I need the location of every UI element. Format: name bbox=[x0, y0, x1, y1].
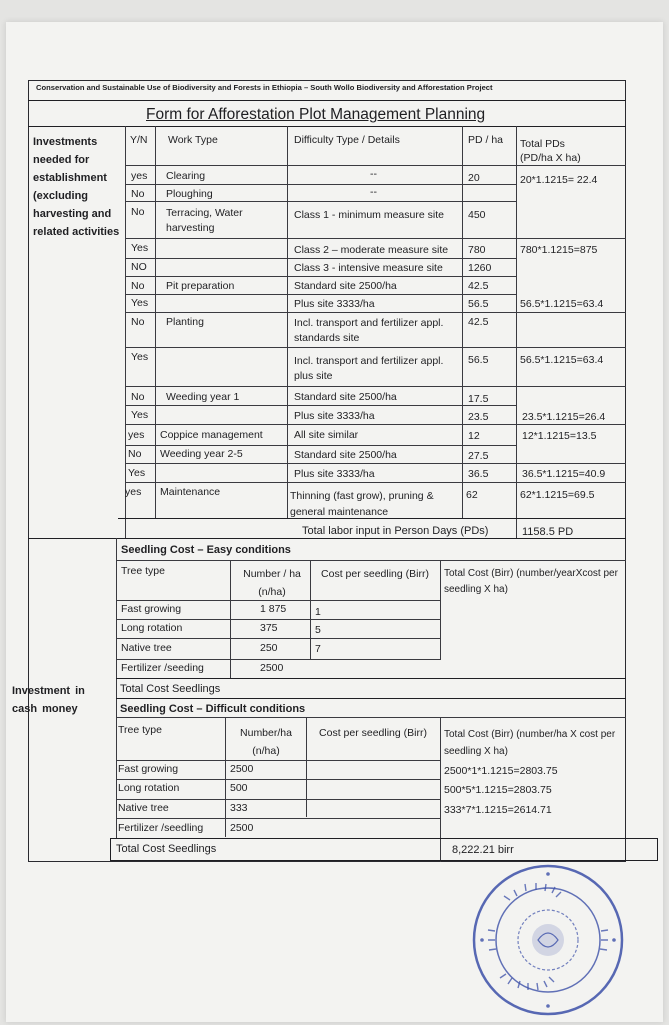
row-yn: No bbox=[131, 188, 145, 200]
row-detail: Standard site 2500/ha bbox=[294, 391, 397, 403]
row-total: 780*1.1215=875 bbox=[520, 244, 598, 256]
easy-row-number: 375 bbox=[260, 622, 278, 634]
row-yn: yes bbox=[128, 429, 145, 441]
difficult-row-tree: Long rotation bbox=[118, 782, 180, 794]
row-total: 20*1.1215= 22.4 bbox=[520, 174, 598, 186]
row-detail: All site similar bbox=[294, 429, 359, 441]
difficult-row-total: 333*7*1.1215=2614.71 bbox=[444, 804, 552, 816]
difficult-row-number: 333 bbox=[230, 802, 248, 814]
row-detail: Standard site 2500/ha bbox=[294, 449, 397, 461]
row-work: Planting bbox=[166, 316, 204, 328]
row-work: Maintenance bbox=[160, 486, 221, 498]
easy-row-number: 2500 bbox=[260, 662, 284, 674]
difficult-row-total: 2500*1*1.1215=2803.75 bbox=[444, 765, 558, 777]
row-pd: 36.5 bbox=[468, 468, 489, 480]
row-detail: Plus site 3333/ha bbox=[294, 298, 375, 310]
row-pd: 20 bbox=[468, 172, 480, 184]
row-total: 12*1.1215=13.5 bbox=[522, 430, 597, 442]
row-detail: Plus site 3333/ha bbox=[294, 410, 375, 422]
easy-title: Seedling Cost – Easy conditions bbox=[121, 544, 291, 556]
cash-section-label-line1: Investment in cash money bbox=[12, 685, 85, 715]
row-pd: 12 bbox=[468, 430, 480, 442]
row-yn: No bbox=[131, 316, 145, 328]
row-detail: -- bbox=[370, 186, 377, 198]
row-total: 56.5*1.1215=63.4 bbox=[520, 298, 604, 310]
row-detail: Class 3 - intensive measure site bbox=[294, 262, 443, 274]
labor-total-label: Total labor input in Person Days (PDs) bbox=[302, 525, 489, 537]
row-yn: No bbox=[131, 391, 145, 403]
row-work: Pit preparation bbox=[166, 280, 235, 292]
row-work: Ploughing bbox=[166, 188, 213, 200]
row-pd: 42.5 bbox=[468, 316, 489, 328]
difficult-row-number: 500 bbox=[230, 782, 248, 794]
row-yn: yes bbox=[131, 170, 148, 182]
col-total-pds: Total PDs (PD/ha X ha) bbox=[520, 138, 581, 164]
row-yn: Yes bbox=[131, 297, 149, 309]
difficult-row-tree: Fertilizer /seedling bbox=[118, 822, 204, 834]
easy-row-tree: Fertilizer /seeding bbox=[121, 662, 204, 674]
difficult-col-cost: Cost per seedling (Birr) bbox=[319, 727, 427, 739]
row-detail: Class 2 – moderate measure site bbox=[294, 244, 449, 256]
easy-total-label: Total Cost Seedlings bbox=[120, 683, 221, 695]
easy-row-tree: Fast growing bbox=[121, 603, 182, 615]
row-detail: Class 1 - minimum measure site bbox=[294, 209, 444, 221]
row-pd: 17.5 bbox=[468, 393, 489, 405]
col-pd-ha: PD / ha bbox=[468, 134, 504, 146]
row-detail: Incl. transport and fertilizer appl. standards site bbox=[294, 317, 444, 344]
row-detail: Plus site 3333/ha bbox=[294, 468, 375, 480]
row-yn: Yes bbox=[128, 467, 146, 479]
difficult-col-total: Total Cost (Birr) (number/ha X cost per seedling X ha) bbox=[444, 729, 616, 757]
easy-row-number: 1 875 bbox=[260, 603, 287, 615]
row-pd: 27.5 bbox=[468, 450, 489, 462]
difficult-row-tree: Native tree bbox=[118, 802, 169, 814]
row-pd: 23.5 bbox=[468, 411, 489, 423]
row-work: Weeding year 1 bbox=[166, 391, 240, 403]
row-pd: 62 bbox=[466, 489, 478, 501]
row-total: 62*1.1215=69.5 bbox=[520, 489, 595, 501]
row-detail: -- bbox=[370, 168, 377, 180]
official-stamp bbox=[468, 860, 628, 1020]
row-yn: Yes bbox=[131, 409, 149, 421]
row-work: Clearing bbox=[166, 170, 206, 182]
labor-section-label: Investments needed for establishment (excluding harvesting and related activities bbox=[33, 136, 120, 238]
col-difficulty: Difficulty Type / Details bbox=[294, 134, 400, 146]
row-pd: 450 bbox=[468, 209, 486, 221]
easy-col-number: Number / ha (n/ha) bbox=[243, 568, 301, 598]
row-pd: 1260 bbox=[468, 262, 492, 274]
row-yn: Yes bbox=[131, 351, 149, 363]
easy-row-cost: 1 bbox=[315, 606, 321, 618]
difficult-col-tree: Tree type bbox=[118, 724, 162, 736]
difficult-total-value: 8,222.21 birr bbox=[452, 844, 514, 856]
difficult-row-number: 2500 bbox=[230, 763, 254, 775]
row-detail: Thinning (fast grow), pruning & general maintenance bbox=[290, 490, 434, 518]
row-pd: 42.5 bbox=[468, 280, 489, 292]
easy-row-tree: Long rotation bbox=[121, 622, 183, 634]
row-total: 56.5*1.1215=63.4 bbox=[520, 354, 604, 366]
row-work: Terracing, Water harvesting bbox=[166, 207, 243, 234]
easy-col-tree: Tree type bbox=[121, 565, 165, 577]
project-header: Conservation and Sustainable Use of Biodiversity and Forests in Ethiopia – South Wollo Biodiversity and Afforestation Project bbox=[36, 83, 493, 92]
row-work: Weeding year 2-5 bbox=[160, 448, 243, 460]
form-title: Form for Afforestation Plot Management Planning bbox=[146, 106, 486, 123]
row-total: 23.5*1.1215=26.4 bbox=[522, 411, 606, 423]
easy-row-number: 250 bbox=[260, 642, 278, 654]
difficult-row-number: 2500 bbox=[230, 822, 254, 834]
row-total: 36.5*1.1215=40.9 bbox=[522, 468, 606, 480]
col-yn: Y/N bbox=[130, 134, 148, 146]
difficult-row-tree: Fast growing bbox=[118, 763, 179, 775]
row-detail: Standard site 2500/ha bbox=[294, 280, 397, 292]
easy-row-tree: Native tree bbox=[121, 642, 172, 654]
easy-row-cost: 5 bbox=[315, 624, 321, 636]
easy-col-total: Total Cost (Birr) (number/yearXcost per seedling X ha) bbox=[444, 568, 618, 595]
row-yn: yes bbox=[125, 486, 142, 498]
row-yn: No bbox=[128, 448, 142, 460]
row-yn: No bbox=[131, 206, 145, 218]
col-work-type: Work Type bbox=[168, 134, 218, 146]
difficult-title: Seedling Cost – Difficult conditions bbox=[120, 703, 306, 715]
row-yn: NO bbox=[131, 261, 147, 273]
row-yn: Yes bbox=[131, 242, 149, 254]
row-pd: 56.5 bbox=[468, 298, 489, 310]
difficult-col-number: Number/ha (n/ha) bbox=[240, 727, 292, 757]
labor-total-value: 1158.5 PD bbox=[522, 526, 574, 538]
row-work: Coppice management bbox=[160, 429, 263, 441]
row-detail: Incl. transport and fertilizer appl. plus site bbox=[294, 355, 444, 382]
easy-col-cost: Cost per seedling (Birr) bbox=[321, 568, 429, 580]
row-yn: No bbox=[131, 280, 145, 292]
row-pd: 56.5 bbox=[468, 354, 489, 366]
easy-row-cost: 7 bbox=[315, 643, 321, 655]
row-pd: 780 bbox=[468, 244, 486, 256]
difficult-total-label: Total Cost Seedlings bbox=[116, 843, 217, 855]
difficult-row-total: 500*5*1.1215=2803.75 bbox=[444, 784, 552, 796]
